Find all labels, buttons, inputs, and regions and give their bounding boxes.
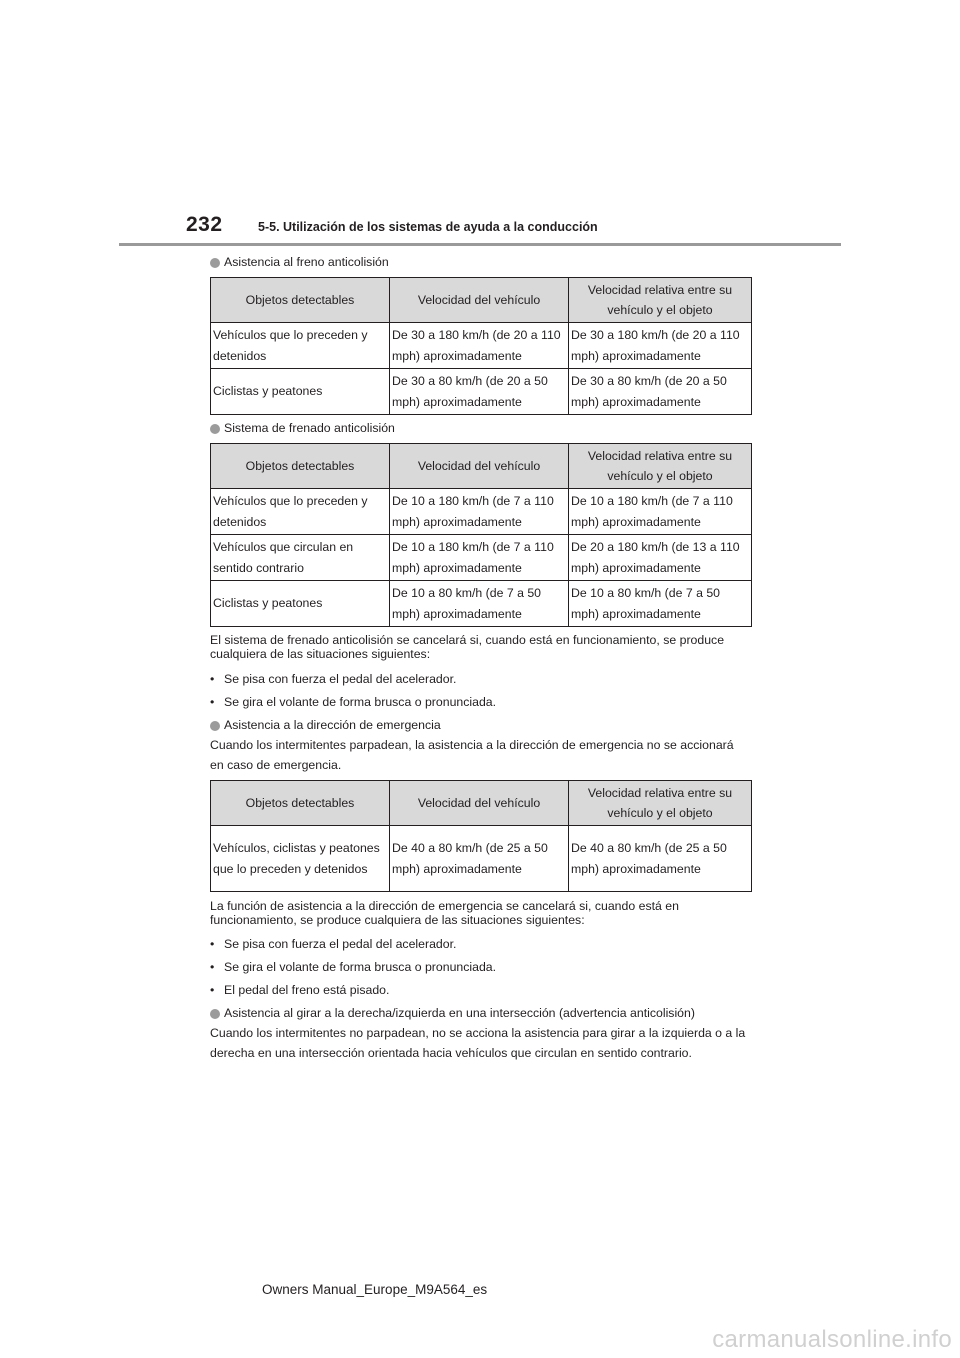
section3-notes: [210, 899, 750, 1063]
table-cell: Vehículos, ciclistas y peatones que lo preceden y detenidos: [211, 826, 390, 892]
table-cell: De 10 a 180 km/h (de 7 a 110 mph) aproximadamente: [569, 489, 752, 535]
list-item: • El pedal del freno está pisado.: [210, 983, 390, 997]
table-header-row: [211, 444, 752, 489]
section4-heading: Asistencia al girar a la derecha/izquierda en una intersección (advertencia anticolisión): [224, 1006, 695, 1020]
section2-notes: [210, 633, 750, 775]
table-cell: Ciclistas y peatones: [211, 369, 390, 415]
section3-intro: Cuando los intermitentes parpadean, la asistencia a la dirección de emergencia no se accionará en caso de emergencia.: [210, 738, 734, 772]
table-header-row: [211, 781, 752, 826]
table-row: [211, 369, 752, 415]
table-cell: Vehículos que lo preceden y detenidos: [211, 489, 390, 535]
table-cell: De 30 a 80 km/h (de 20 a 50 mph) aproximadamente: [569, 369, 752, 415]
table-cell: Ciclistas y peatones: [211, 581, 390, 627]
table-row: [211, 581, 752, 627]
table-row: [211, 535, 752, 581]
section3-heading: Asistencia a la dirección de emergencia: [224, 718, 441, 732]
column-header: Velocidad del vehículo: [390, 278, 569, 323]
table-cell: De 10 a 80 km/h (de 7 a 50 mph) aproximadamente: [569, 581, 752, 627]
footer-text: Owners Manual_Europe_M9A564_es: [262, 1282, 488, 1297]
column-header: Objetos detectables: [211, 444, 390, 489]
section4-text: Cuando los intermitentes no parpadean, no se acciona la asistencia para girar a la izquierda o a la derecha en una intersección orientada hacia vehículos que circulan en sentido contrario.: [210, 1026, 746, 1060]
bullet-dot-icon: [210, 258, 220, 268]
bullet-dot-icon: [210, 721, 220, 731]
list-item: • Se gira el volante de forma brusca o pronunciada.: [210, 695, 497, 709]
section-title: 5-5. Utilización de los sistemas de ayuda a la conducción: [258, 220, 598, 234]
table-row: [211, 323, 752, 369]
section1-heading: Asistencia al freno anticolisión: [224, 255, 389, 269]
table-cell: De 10 a 180 km/h (de 7 a 110 mph) aproximadamente: [390, 535, 569, 581]
table-row: [211, 826, 752, 892]
section1-table: [210, 277, 752, 415]
section1-heading-block: [210, 253, 750, 272]
section2-heading: Sistema de frenado anticolisión: [224, 421, 395, 435]
table-header-row: [211, 278, 752, 323]
list-item: • Se pisa con fuerza el pedal del acelerador.: [210, 672, 457, 686]
table-cell: De 20 a 180 km/h (de 13 a 110 mph) aproximadamente: [569, 535, 752, 581]
list-item: • Se pisa con fuerza el pedal del acelerador.: [210, 937, 457, 951]
column-header: Velocidad del vehículo: [390, 781, 569, 826]
table-cell: Vehículos que circulan en sentido contrario: [211, 535, 390, 581]
column-header: Objetos detectables: [211, 781, 390, 826]
table-cell: De 10 a 180 km/h (de 7 a 110 mph) aproximadamente: [390, 489, 569, 535]
table-row: [211, 489, 752, 535]
table-cell: De 30 a 180 km/h (de 20 a 110 mph) aproximadamente: [569, 323, 752, 369]
column-header: Velocidad relativa entre su vehículo y el objeto: [569, 781, 752, 826]
table-cell: De 40 a 80 km/h (de 25 a 50 mph) aproximadamente: [569, 826, 752, 892]
page-number: 232: [186, 213, 223, 236]
column-header: Velocidad relativa entre su vehículo y el objeto: [569, 278, 752, 323]
bullet-dot-icon: [210, 424, 220, 434]
column-header: Velocidad relativa entre su vehículo y el objeto: [569, 444, 752, 489]
table-cell: De 40 a 80 km/h (de 25 a 50 mph) aproximadamente: [390, 826, 569, 892]
table-cell: Vehículos que lo preceden y detenidos: [211, 323, 390, 369]
column-header: Objetos detectables: [211, 278, 390, 323]
table-cell: De 10 a 80 km/h (de 7 a 50 mph) aproximadamente: [390, 581, 569, 627]
column-header: Velocidad del vehículo: [390, 444, 569, 489]
section2-table: [210, 443, 752, 627]
section2-heading-block: [210, 419, 750, 438]
table-cell: De 30 a 180 km/h (de 20 a 110 mph) aproximadamente: [390, 323, 569, 369]
cancel-paragraph: El sistema de frenado anticolisión se cancelará si, cuando está en funcionamiento, se produce cualquiera de las situaciones siguientes:: [210, 633, 725, 661]
watermark-logo: carmanualsonline.info: [712, 1326, 952, 1353]
header-rule: [119, 243, 841, 246]
cancel-paragraph: La función de asistencia a la dirección de emergencia se cancelará si, cuando está en funcionamiento, se produce cualquiera de las situaciones siguientes:: [210, 899, 679, 927]
bullet-dot-icon: [210, 1009, 220, 1019]
table-cell: De 30 a 80 km/h (de 20 a 50 mph) aproximadamente: [390, 369, 569, 415]
list-item: • Se gira el volante de forma brusca o pronunciada.: [210, 960, 497, 974]
section3-table: [210, 780, 752, 892]
